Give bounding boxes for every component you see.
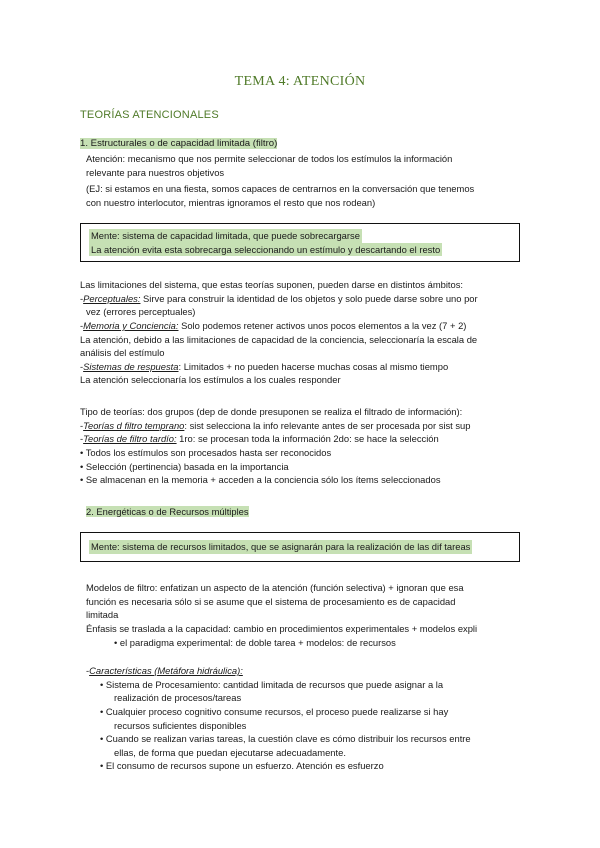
subsection-heading-1: 1. Estructurales o de capacidad limitada (filtro) — [80, 138, 278, 149]
section-heading: TEORÍAS ATENCIONALES — [80, 109, 219, 121]
key-idea-box-2: Mente: sistema de recursos limitados, que se asignarán para la realización de las dif tareas — [80, 532, 520, 562]
subsection-heading-2: 2. Energéticas o de Recursos múltiples — [86, 506, 249, 517]
energetic-models-block: Modelos de filtro: enfatizan un aspecto de la atención (función selectiva) + ignoran que esa función es necesaria sólo si se asume que el sistema de procesamiento es de capacidad limitada Énfasis se traslada a la capacidad: cambio en procedimientos experimentales + modelos expli • el paradigma experimental: de doble tarea + modelos: de recursos — [86, 582, 478, 648]
characteristics-block: -Características (Metáfora hidráulica): • Sistema de Procesamiento: cantidad limitada de recursos que puede asignar a la realización de procesos/tareas • Cualquier proceso cognitivo consume recursos, el proceso puede realizarse si hay recursos suficientes disponibles • Cuando se realizan varias tareas, la cuestión clave es cómo distribuir los recursos entre ellas, de forma que puedan ejecutarse adecuadamente. • El consumo de recursos supone un esfuerzo. Atención es esfuerzo — [86, 665, 471, 772]
definition-block: Atención: mecanismo que nos permite seleccionar de todos los estímulos la información relevante para nuestros objetivos (EJ: si estamos en una fiesta, somos capaces de centrarnos en la conversación que tenemos con nuestro interlocutor, mientras ignoramos el resto que nos rodean) — [86, 153, 475, 208]
theory-types-block: Tipo de teorías: dos grupos (dep de donde presuponen se realiza el filtrado de información): -Teorías d filtro temprano: sist selecciona la info relevante antes de ser procesada por sist sup -Teorías de filtro tardío: 1ro: se procesan toda la información 2do: se hace la selección • Todos los estímulos son procesados hasta ser reconocidos • Selección (pertinencia) basada en la importancia • Se almacenan en la memoria + acceden a la conciencia sólo los ítems seleccionados — [80, 406, 471, 486]
key-idea-box-1: Mente: sistema de capacidad limitada, que puede sobrecargarse La atención evita esta sobrecarga seleccionando un estímulo y descartando el resto — [80, 223, 520, 262]
limitations-block: Las limitaciones del sistema, que estas teorías suponen, pueden darse en distintos ámbitos: -Perceptuales: Sirve para construir la identidad de los objetos y solo puede darse sobre uno por vez (errores perceptuales) -Memoria y Conciencia: Solo podemos retener activos unos pocos elementos a la vez (7 + 2) La atención, debido a las limitaciones de capacidad de la conciencia, seleccionaría la escala de análisis del estímulo -Sistemas de respuesta: Limitados + no pueden hacerse muchas cosas al mismo tiempo La atención seleccionaría los estímulos a los cuales responder — [80, 279, 478, 386]
page-title: TEMA 4: ATENCIÓN — [234, 74, 366, 89]
